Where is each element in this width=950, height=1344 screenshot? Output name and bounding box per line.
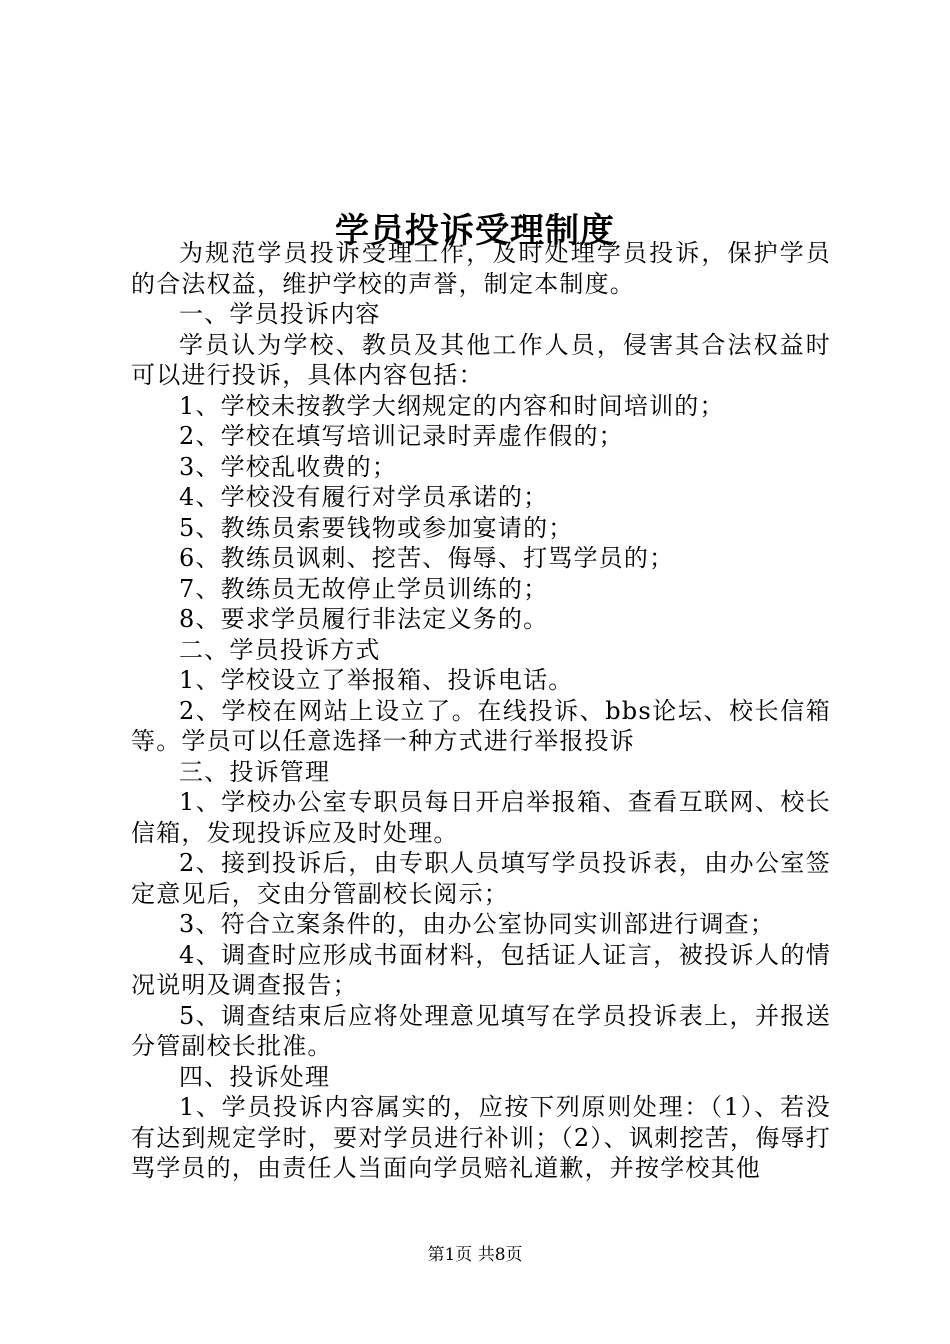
list-item: 8、要求学员履行非法定义务的。 (179, 605, 549, 633)
list-item: 1、学校未按教学大纲规定的内容和时间培训的； (179, 391, 725, 420)
section-heading-1: 一、学员投诉内容 (179, 300, 381, 328)
list-item: 2、学校在网站上设立了。在线投诉、bbs论坛、校长信箱等。学员可以任意选择一种方式进行举报投诉 (131, 696, 831, 755)
page-footer: 第1页 共8页 (427, 1245, 523, 1265)
list-item: 7、教练员无故停止学员训练的； (179, 574, 549, 603)
list-item: 4、调查时应形成书面材料，包括证人证言，被投诉人的情况说明及调查报告； (131, 940, 831, 999)
list-item: 1、学员投诉内容属实的，应按下列原则处理：（1）、若没有达到规定学时，要对学员进行补训；（2）、讽刺挖苦，侮辱打骂学员的，由责任人当面向学员赔礼道歉，并按学校其他 (131, 1093, 831, 1182)
list-item: 6、教练员讽刺、挖苦、侮辱、打骂学员的； (179, 544, 675, 572)
list-item: 2、学校在填写培训记录时弄虚作假的； (179, 422, 624, 450)
intro-paragraph: 为规范学员投诉受理工作，及时处理学员投诉，保护学员的合法权益，维护学校的声誉，制定本制度。 (131, 239, 831, 298)
list-item: 1、学校办公室专职员每日开启举报箱、查看互联网、校长信箱，发现投诉应及时处理。 (131, 788, 831, 847)
list-item: 3、符合立案条件的，由办公室协同实训部进行调查； (179, 910, 776, 938)
section-heading-3: 三、投诉管理 (179, 757, 331, 786)
paragraph: 学员认为学校、教员及其他工作人员，侵害其合法权益时可以进行投诉，具体内容包括： (131, 330, 831, 389)
document-body (131, 238, 831, 1184)
list-item: 3、学校乱收费的； (179, 452, 398, 481)
list-item: 5、调查结束后应将处理意见填写在学员投诉表上，并报送分管副校长批准。 (131, 1001, 831, 1060)
section-heading-4: 四、投诉处理 (179, 1062, 331, 1091)
list-item: 2、接到投诉后，由专职人员填写学员投诉表，由办公室签定意见后，交由分管副校长阅示； (131, 849, 831, 908)
list-item: 4、学校没有履行对学员承诺的； (179, 483, 549, 511)
list-item: 5、教练员索要钱物或参加宴请的； (179, 513, 574, 542)
section-heading-2: 二、学员投诉方式 (179, 635, 381, 664)
list-item: 1、学校设立了举报箱、投诉电话。 (179, 666, 574, 694)
document-title: 学员投诉受理制度 (335, 210, 615, 251)
